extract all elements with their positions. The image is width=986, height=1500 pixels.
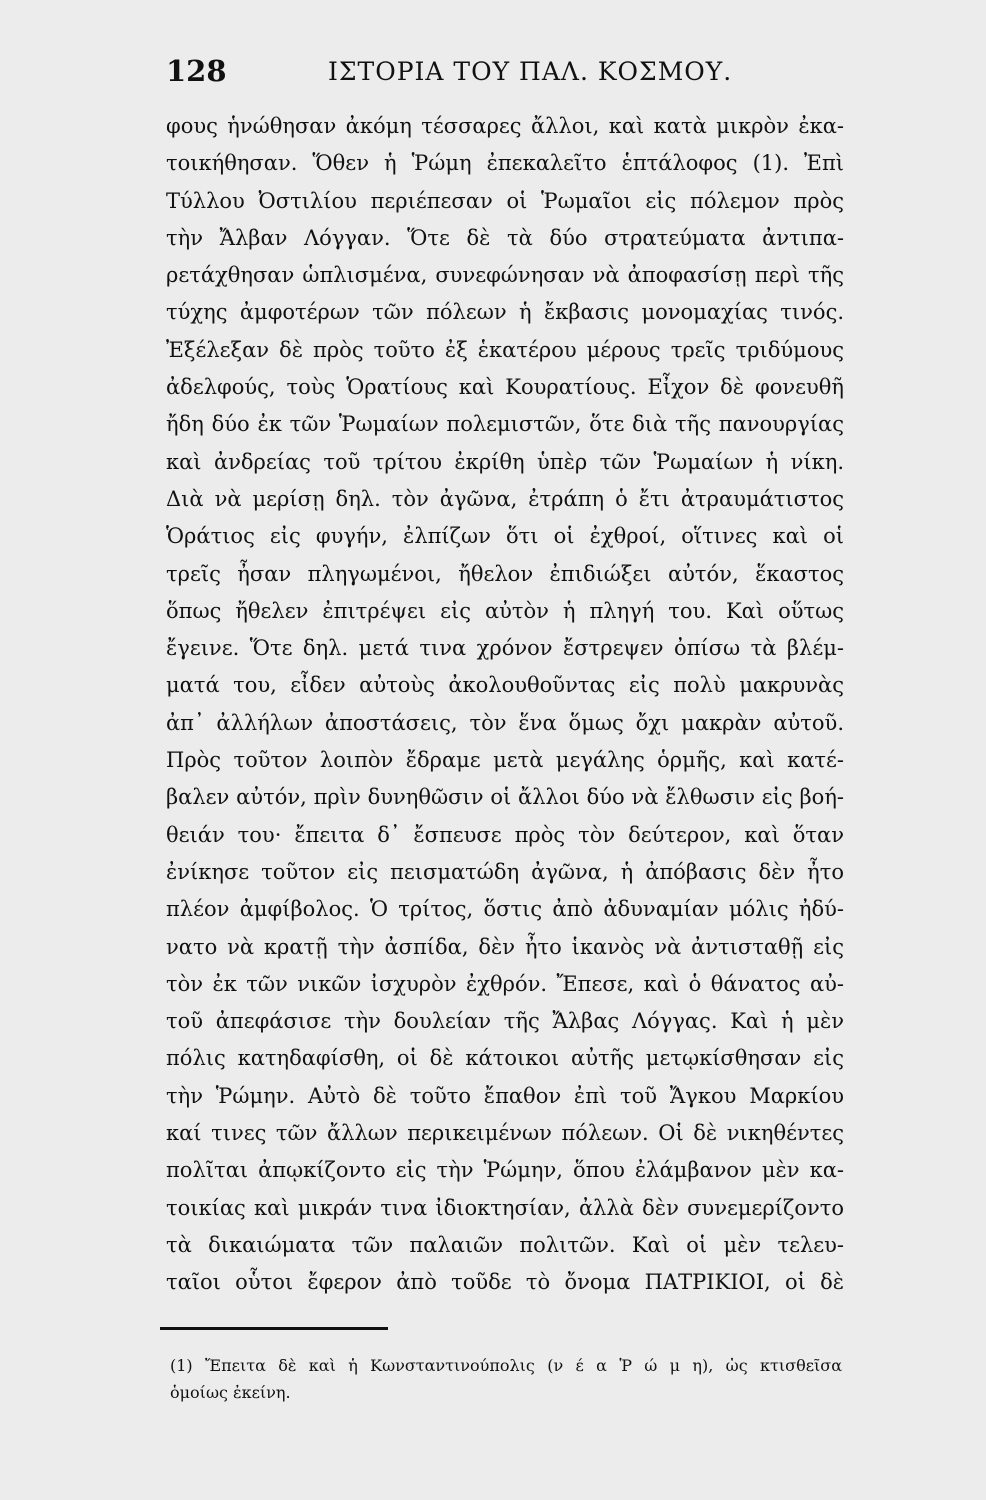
text-line: ἔγεινε. Ὅτε δηλ. μετά τινα χρόνον ἔστρεψεν ὀπίσω τὰ βλέμ- [166, 636, 844, 661]
text-line: Πρὸς τοῦτον λοιπὸν ἔδραμε μετὰ μεγάλης ὁρμῆς, καὶ κατέ- [166, 748, 844, 773]
text-line: ὅπως ἤθελεν ἐπιτρέψει εἰς αὐτὸν ἡ πληγή του. Καὶ οὕτως [166, 598, 844, 623]
text-line: πλέον ἀμφίβολος. Ὁ τρίτος, ὅστις ἀπὸ ἀδυναμίαν μόλις ἠδύ- [166, 897, 844, 922]
text-line: Διὰ νὰ μερίσῃ δηλ. τὸν ἀγῶνα, ἐτράπη ὁ ἔτι ἀτραυμάτιστος [166, 486, 844, 511]
text-line: Τύλλου Ὀστιλίου περιέπεσαν οἱ Ῥωμαῖοι εἰς πόλεμον πρὸς [166, 188, 844, 213]
text-line: τρεῖς ἦσαν πληγωμένοι, ἤθελον ἐπιδιώξει αὐτόν, ἕκαστος [166, 561, 844, 586]
text-line: Ἐξέλεξαν δὲ πρὸς τοῦτο ἐξ ἑκατέρου μέρους τρεῖς τριδύμους [166, 337, 844, 362]
text-line: τοικήθησαν. Ὅθεν ἡ Ῥώμη ἐπεκαλεῖτο ἑπτάλοφος (1). Ἐπὶ [166, 151, 844, 176]
footnote-line: (1) Ἔπειτα δὲ καὶ ἡ Κωνσταντινούπολις (ν έ α Ῥ ώ μ η), ὡς κτισθεῖσα [170, 1356, 842, 1375]
text-line: τὴν Ἄλβαν Λόγγαν. Ὅτε δὲ τὰ δύο στρατεύματα ἀντιπα- [166, 225, 844, 250]
text-line: ματά του, εἶδεν αὐτοὺς ἀκολουθοῦντας εἰς πολὺ μακρυνὰς [166, 673, 844, 698]
text-line: Ὁράτιος εἰς φυγήν, ἐλπίζων ὅτι οἱ ἐχθροί, οἵτινες καὶ οἱ [166, 524, 844, 549]
text-line: καὶ ἀνδρείας τοῦ τρίτου ἐκρίθη ὑπὲρ τῶν Ῥωμαίων ἡ νίκη. [166, 449, 844, 474]
page-number: 128 [166, 54, 227, 88]
text-line: ρετάχθησαν ὡπλισμένα, συνεφώνησαν νὰ ἀποφασίσῃ περὶ τῆς [166, 263, 844, 288]
main-text [166, 108, 844, 1302]
text-line: τὰ δικαιώματα τῶν παλαιῶν πολιτῶν. Καὶ οἱ μὲν τελευ- [166, 1232, 844, 1257]
text-line: τοικίας καὶ μικράν τινα ἰδιοκτησίαν, ἀλλὰ δὲν συνεμερίζοντο [166, 1195, 844, 1220]
text-line: φους ἡνώθησαν ἀκόμη τέσσαρες ἄλλοι, καὶ κατὰ μικρὸν ἐκα- [166, 114, 844, 138]
text-line: ἀπ᾽ ἀλλήλων ἀποστάσεις, τὸν ἕνα ὅμως ὄχι μακρὰν αὐτοῦ. [166, 710, 844, 735]
text-line: τὴν Ῥώμην. Αὐτὸ δὲ τοῦτο ἔπαθον ἐπὶ τοῦ Ἄγκου Μαρκίου [166, 1083, 844, 1108]
running-title: ΙΣΤΟΡΙΑ ΤΟΥ ΠΑΛ. ΚΟΣΜΟΥ. [328, 57, 733, 86]
page-header [166, 54, 844, 94]
text-line: ἀδελφούς, τοὺς Ὁρατίους καὶ Κουρατίους. Εἶχον δὲ φονευθῆ [166, 375, 844, 400]
text-line: πολῖται ἀπῳκίζοντο εἰς τὴν Ῥώμην, ὅπου ἐλάμβανον μὲν κα- [166, 1158, 844, 1183]
footnote-divider [160, 1327, 388, 1330]
footnote [170, 1352, 842, 1406]
text-line: νατο νὰ κρατῇ τὴν ἀσπίδα, δὲν ἦτο ἱκανὸς νὰ ἀντισταθῇ εἰς [166, 934, 844, 959]
text-line: βαλεν αὐτόν, πρὶν δυνηθῶσιν οἱ ἄλλοι δύο νὰ ἔλθωσιν εἰς βοή- [166, 785, 844, 810]
text-line: τύχης ἀμφοτέρων τῶν πόλεων ἡ ἔκβασις μονομαχίας τινός. [166, 300, 844, 325]
text-line: καί τινες τῶν ἄλλων περικειμένων πόλεων. Οἱ δὲ νικηθέντες [166, 1121, 844, 1146]
text-line: θειάν του· ἔπειτα δ᾽ ἔσπευσε πρὸς τὸν δεύτερον, καὶ ὅταν [166, 822, 844, 847]
text-line: ταῖοι οὗτοι ἔφερον ἀπὸ τοῦδε τὸ ὄνομα ΠΑΤΡΙΚΙΟΙ, οἱ δὲ [166, 1270, 844, 1295]
footnote-line: ὁμοίως ἐκείνη. [170, 1383, 291, 1402]
text-line: τὸν ἐκ τῶν νικῶν ἰσχυρὸν ἐχθρόν. Ἔπεσε, καὶ ὁ θάνατος αὐ- [166, 971, 844, 996]
text-line: τοῦ ἀπεφάσισε τὴν δουλείαν τῆς Ἄλβας Λόγγας. Καὶ ἡ μὲν [166, 1009, 844, 1034]
text-line: ἤδη δύο ἐκ τῶν Ῥωμαίων πολεμιστῶν, ὅτε διὰ τῆς πανουργίας [166, 412, 844, 437]
text-line: ἐνίκησε τοῦτον εἰς πεισματώδη ἀγῶνα, ἡ ἀπόβασις δὲν ἦτο [166, 859, 844, 884]
text-line: πόλις κατηδαφίσθη, οἱ δὲ κάτοικοι αὐτῆς μετῳκίσθησαν εἰς [166, 1046, 844, 1071]
